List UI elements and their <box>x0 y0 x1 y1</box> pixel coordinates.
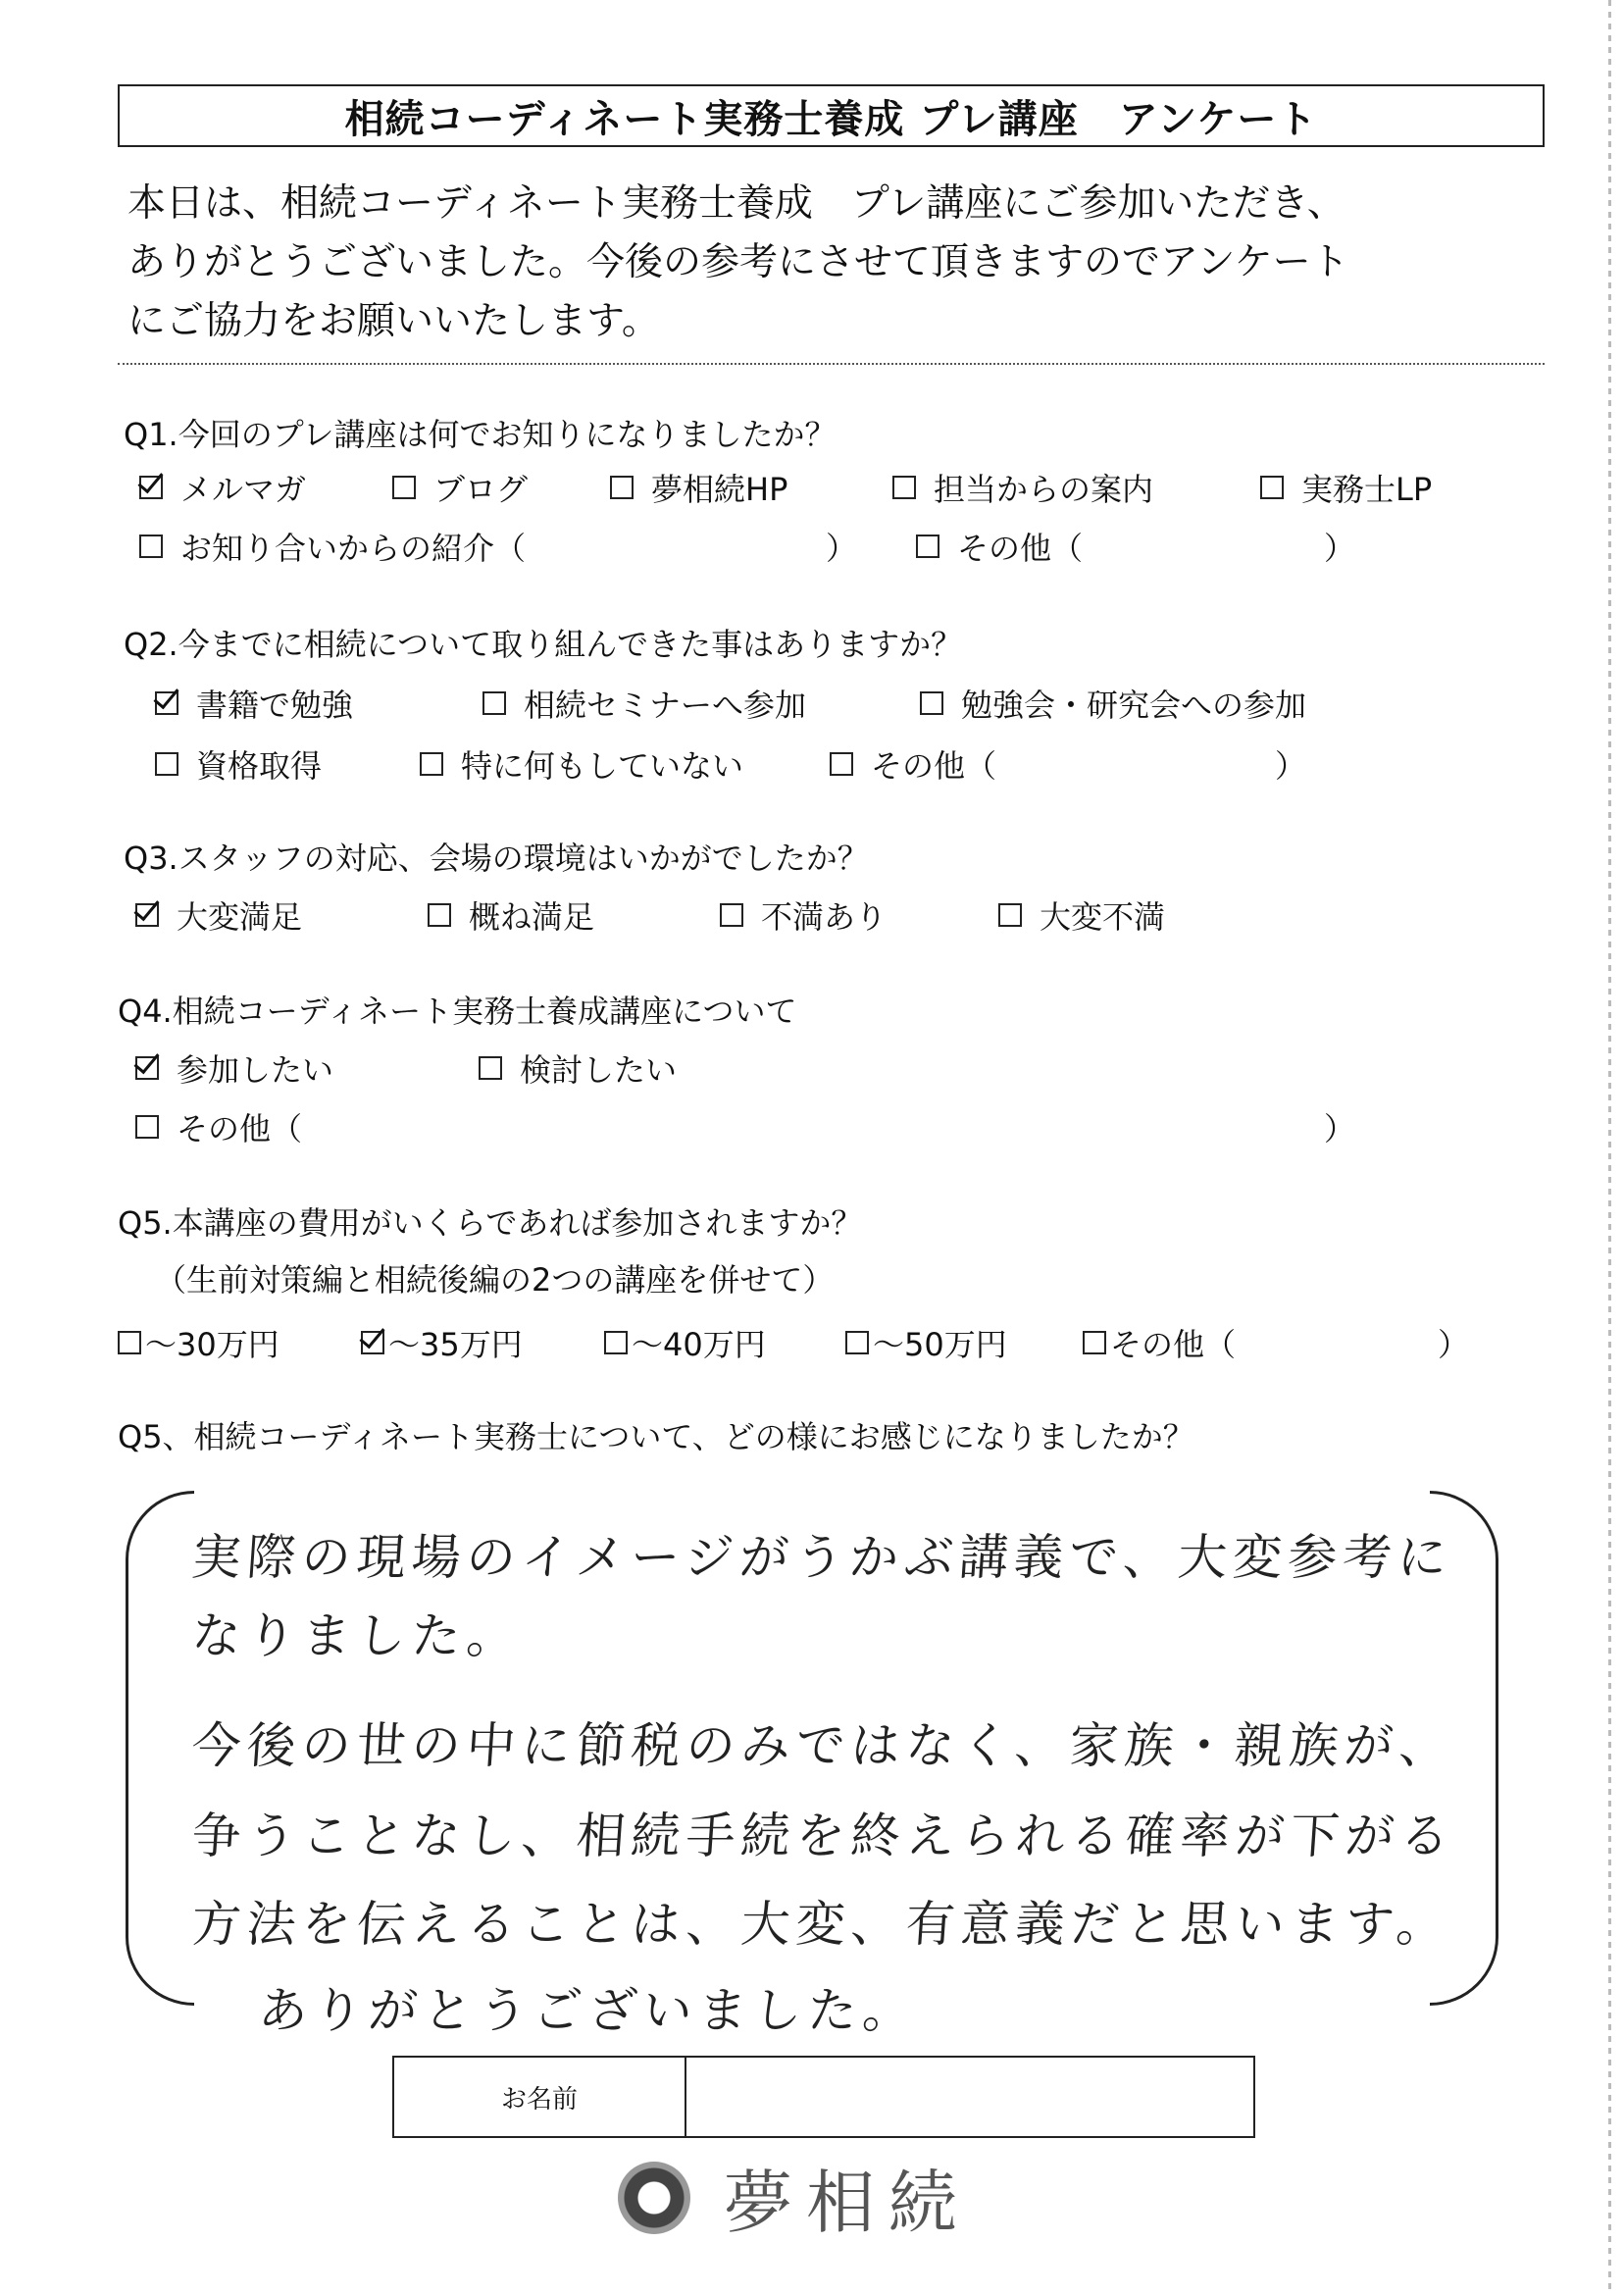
logo-mark-icon <box>618 2162 690 2234</box>
q2-question: Q2.今までに相続について取り組んできた事はありますか？ <box>124 626 963 663</box>
option-label: ブログ <box>433 471 529 508</box>
intro-line: ありがとうございました。今後の参考にさせて頂きますのでアンケート <box>127 240 1349 284</box>
q3-question: Q3.スタッフの対応、会場の環境はいかがでしたか？ <box>124 840 869 877</box>
option-label: その他（ <box>1110 1326 1237 1363</box>
q2-option-other[interactable] <box>830 741 996 787</box>
q3-option-satisfied[interactable] <box>428 892 594 938</box>
logo-text: 夢相続 <box>724 2163 971 2243</box>
checkbox[interactable] <box>720 903 743 927</box>
checkbox[interactable] <box>610 476 634 499</box>
checkbox-checked[interactable] <box>155 691 178 715</box>
q4-option-join[interactable] <box>135 1045 333 1091</box>
q1-option-mailmag[interactable] <box>139 465 306 510</box>
q5-option-30[interactable] <box>118 1320 279 1365</box>
q5-option-50[interactable] <box>845 1320 1007 1365</box>
option-label: 参加したい <box>177 1051 334 1089</box>
checkbox[interactable] <box>830 752 853 776</box>
answer-line: 争うことなし、相続手続を終えられる確率が下がる <box>189 1808 1457 1864</box>
checkbox[interactable] <box>1083 1331 1106 1354</box>
q3-option-very-unsatisfied[interactable] <box>998 892 1165 938</box>
checkbox[interactable] <box>916 535 939 558</box>
q2-other-close: ） <box>1275 747 1307 785</box>
checkbox-checked[interactable] <box>361 1331 384 1354</box>
option-label: 夢相続HP <box>651 471 788 508</box>
q5-option-40[interactable] <box>604 1320 766 1365</box>
option-label: 資格取得 <box>196 747 323 785</box>
checkbox[interactable] <box>392 476 416 499</box>
option-label: 概ね満足 <box>469 898 595 936</box>
q2-option-nothing[interactable] <box>420 741 743 787</box>
q5-other-close: ） <box>1438 1326 1470 1363</box>
checkbox[interactable] <box>479 1056 502 1080</box>
option-label: 実務士LP <box>1301 471 1433 508</box>
q2-option-license[interactable] <box>155 741 322 787</box>
option-label: 特に何もしていない <box>461 747 744 785</box>
scan-edge <box>1608 0 1611 2293</box>
option-label: 大変不満 <box>1040 898 1166 936</box>
q5-option-other[interactable] <box>1083 1320 1236 1365</box>
option-label: ～30万円 <box>145 1326 279 1363</box>
checkbox[interactable] <box>155 752 178 776</box>
answer-line: ありがとうございました。 <box>256 1982 920 2039</box>
answer-bracket-left <box>126 1491 194 2006</box>
checkbox-checked[interactable] <box>139 476 163 499</box>
option-label: 担当からの案内 <box>934 471 1154 508</box>
checkbox[interactable] <box>482 691 506 715</box>
separator-line <box>118 363 1545 365</box>
answer-line: なりました。 <box>189 1607 524 1664</box>
q4-option-other[interactable] <box>135 1104 302 1149</box>
checkbox[interactable] <box>118 1331 141 1354</box>
q4-other-close: ） <box>1324 1110 1356 1147</box>
checkbox[interactable] <box>139 535 163 558</box>
name-label: お名前 <box>394 2058 686 2136</box>
survey-title: 相続コーディネート実務士養成 プレ講座 アンケート <box>118 84 1545 147</box>
intro-line: 本日は、相続コーディネート実務士養成 プレ講座にご参加いただき、 <box>127 181 1345 226</box>
checkbox[interactable] <box>845 1331 869 1354</box>
checkbox[interactable] <box>428 903 451 927</box>
q1-option-blog[interactable] <box>392 465 528 510</box>
checkbox[interactable] <box>420 752 443 776</box>
option-label: 書籍で勉強 <box>196 687 354 724</box>
option-label: その他（ <box>177 1110 303 1147</box>
name-input[interactable] <box>686 2058 1253 2136</box>
option-label: お知り合いからの紹介（ <box>180 530 527 567</box>
option-label: ～50万円 <box>873 1326 1007 1363</box>
option-label: メルマガ <box>180 471 307 508</box>
option-label: 相続セミナーへ参加 <box>524 687 807 724</box>
company-logo <box>618 2148 971 2247</box>
option-label: 不満あり <box>761 898 888 936</box>
checkbox[interactable] <box>892 476 916 499</box>
name-field <box>392 2056 1255 2138</box>
q1-option-other[interactable] <box>916 524 1083 569</box>
q5-option-35[interactable] <box>361 1320 523 1365</box>
q1-referral-close: ） <box>826 530 858 567</box>
q5-question: Q5.本講座の費用がいくらであれば参加されますか？ <box>118 1204 863 1242</box>
option-label: ～40万円 <box>632 1326 766 1363</box>
option-label: 検討したい <box>520 1051 678 1089</box>
option-label: 勉強会・研究会への参加 <box>961 687 1307 724</box>
option-label: その他（ <box>957 530 1084 567</box>
option-label: その他（ <box>871 747 997 785</box>
q1-option-hp[interactable] <box>610 465 787 510</box>
option-label: ～35万円 <box>388 1326 523 1363</box>
q3-option-very-satisfied[interactable] <box>135 892 302 938</box>
q2-option-books[interactable] <box>155 681 353 726</box>
q4-option-consider[interactable] <box>479 1045 677 1091</box>
intro-text <box>127 175 1549 351</box>
q2-option-seminar[interactable] <box>482 681 806 726</box>
intro-line: にご協力をお願いいたします。 <box>127 299 660 343</box>
q4-question: Q4.相続コーディネート実務士養成講座について <box>118 993 797 1030</box>
checkbox-checked[interactable] <box>135 1056 159 1080</box>
checkbox[interactable] <box>604 1331 628 1354</box>
q1-option-lp[interactable] <box>1260 465 1432 510</box>
checkbox-checked[interactable] <box>135 903 159 927</box>
checkbox[interactable] <box>135 1115 159 1139</box>
answer-line: 方法を伝えることは、大変、有意義だと思います。 <box>189 1896 1453 1953</box>
q2-option-study-group[interactable] <box>920 681 1306 726</box>
q1-option-referral[interactable] <box>139 524 526 569</box>
q1-option-staff[interactable] <box>892 465 1153 510</box>
q1-question: Q1.今回のプレ講座は何でお知りになりましたか？ <box>124 416 837 453</box>
checkbox[interactable] <box>998 903 1022 927</box>
q1-other-close: ） <box>1324 530 1356 567</box>
answer-line: 今後の世の中に節税のみではなく、家族・親族が、 <box>189 1717 1456 1774</box>
option-label: 大変満足 <box>177 898 303 936</box>
checkbox[interactable] <box>920 691 943 715</box>
checkbox[interactable] <box>1260 476 1284 499</box>
q5-subtext: （生前対策編と相続後編の2つの講座を併せて） <box>155 1261 835 1299</box>
answer-line: 実際の現場のイメージがうかぶ講義で、大変参考に <box>189 1529 1455 1586</box>
q3-option-unsatisfied[interactable] <box>720 892 887 938</box>
q6-question: Q5、相続コーディネート実務士について、どの様にお感じになりましたか？ <box>118 1418 1194 1455</box>
